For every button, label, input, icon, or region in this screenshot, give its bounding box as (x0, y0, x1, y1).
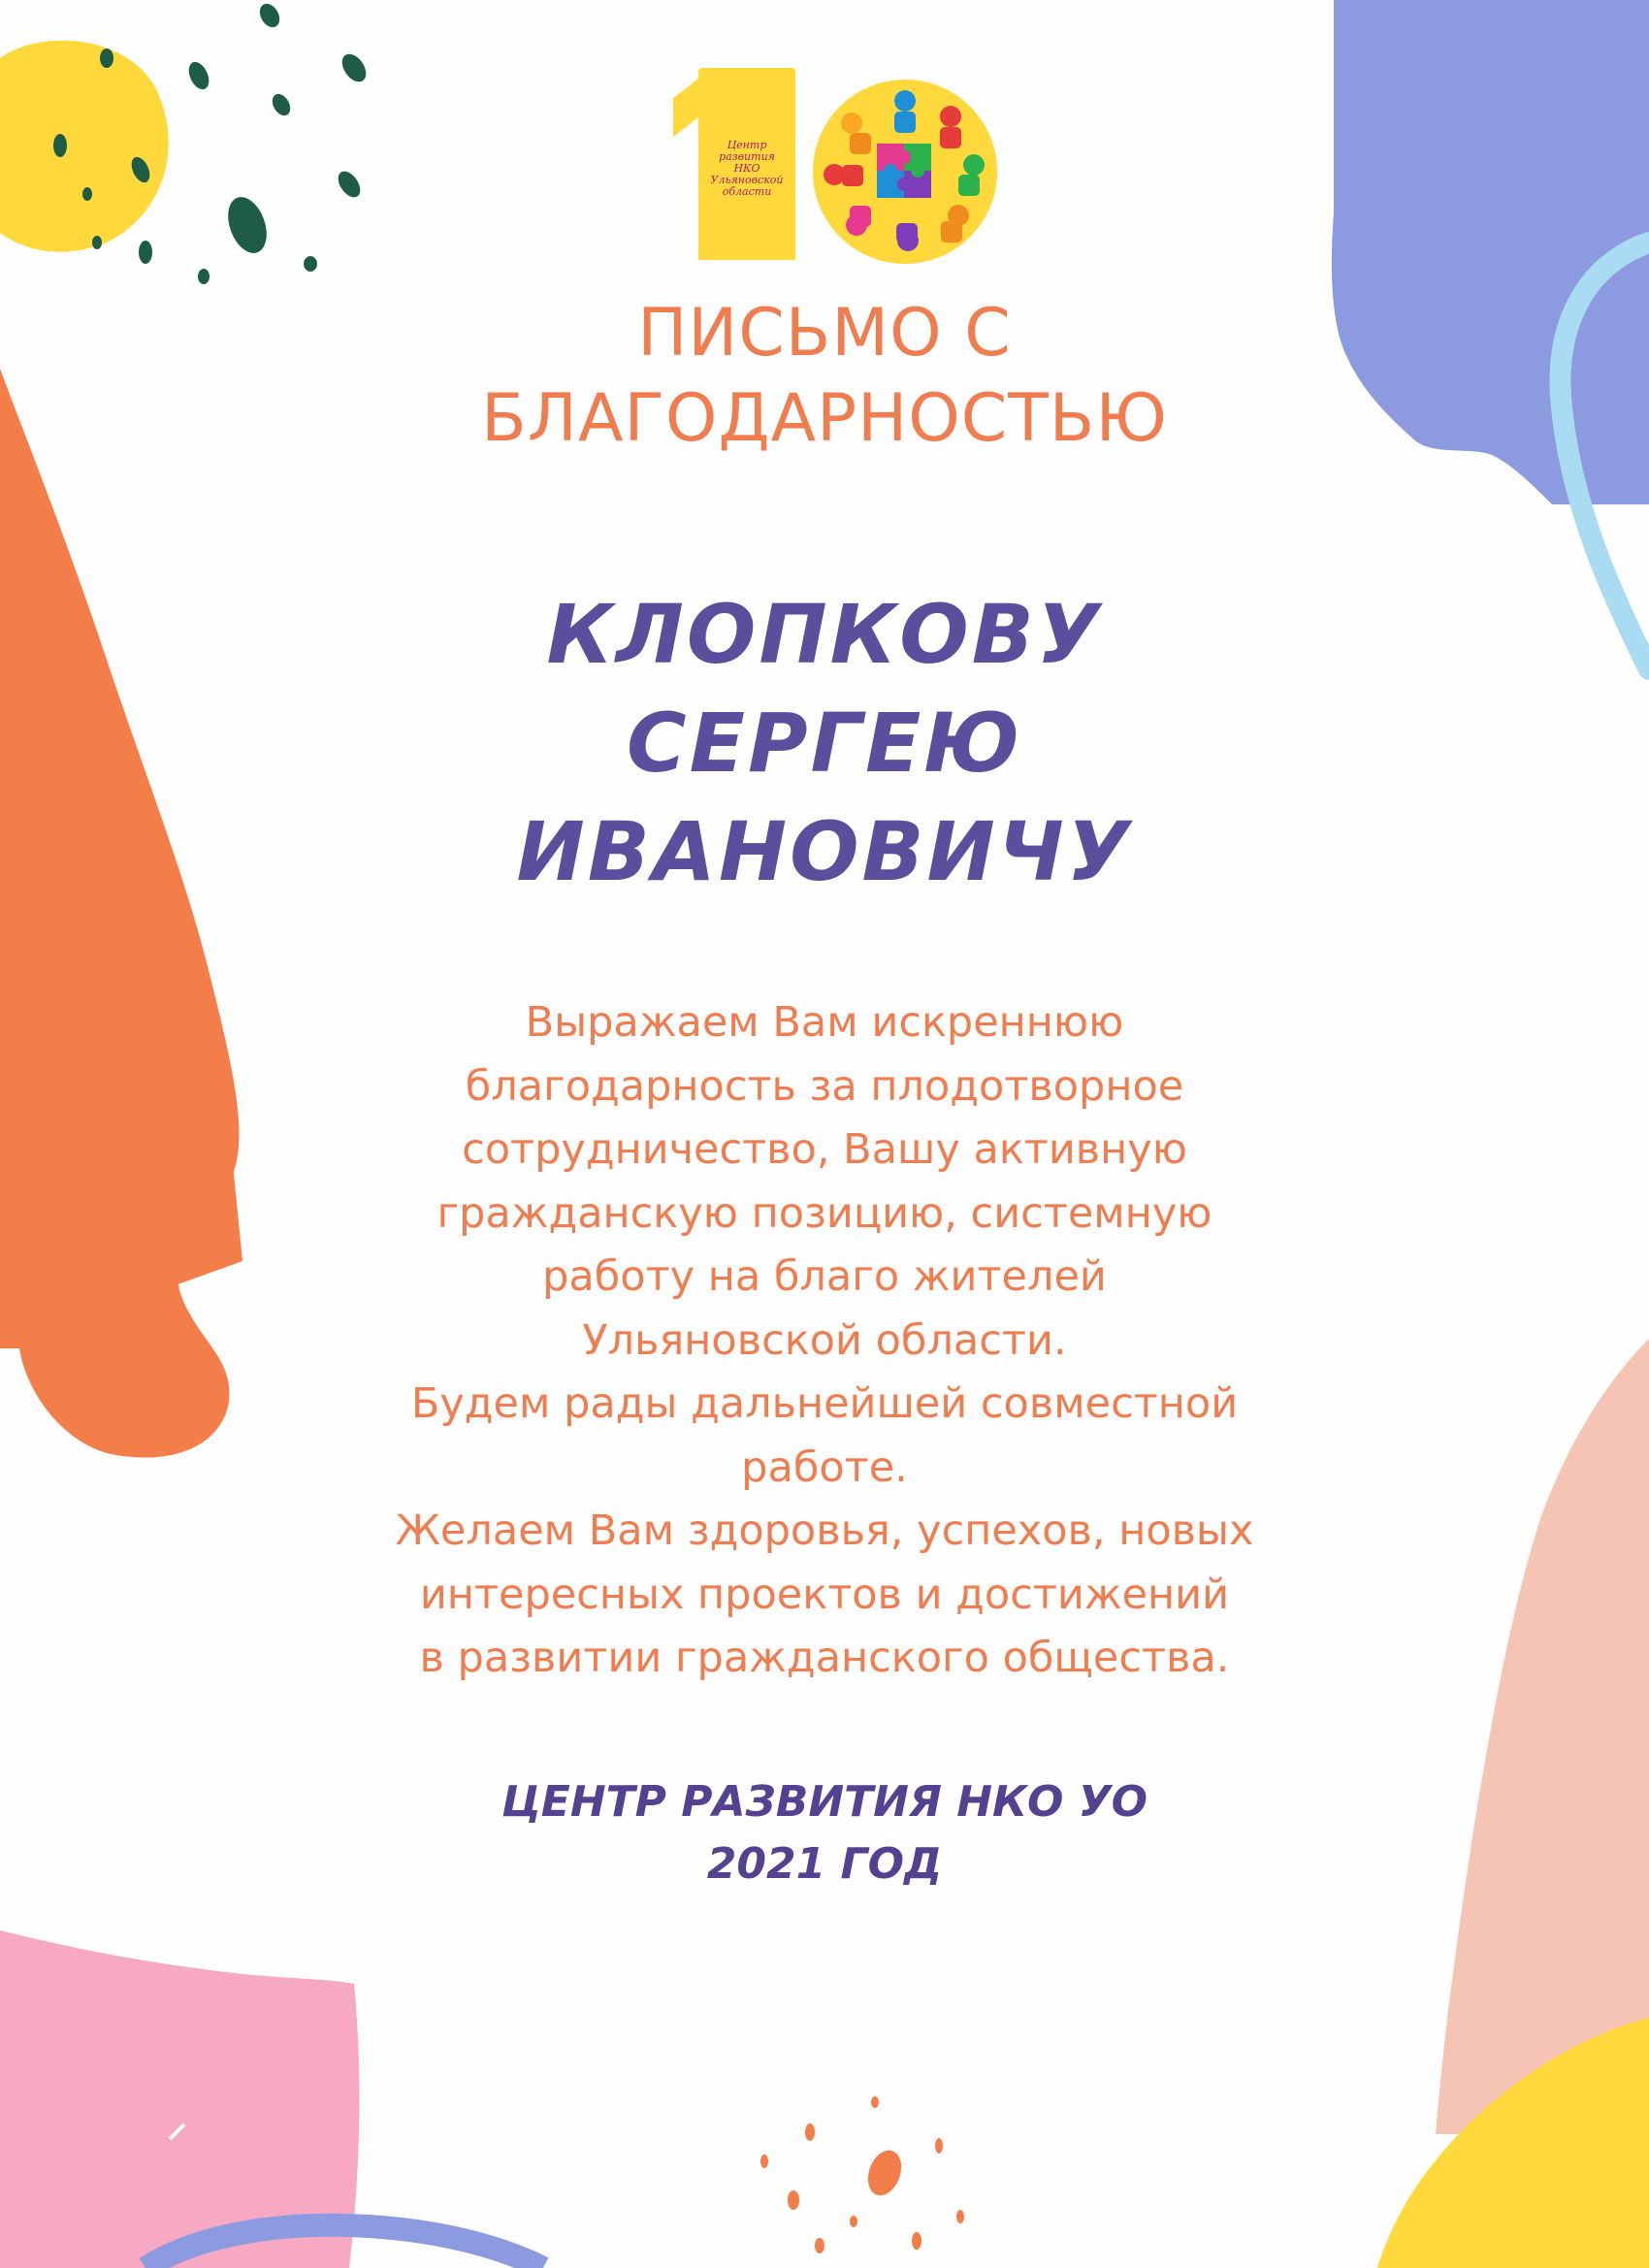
body-line: Желаем Вам здоровья, успехов, новых (395, 1507, 1254, 1555)
peach-stroke-right (1436, 1339, 1649, 2134)
logo-digit-one (698, 68, 795, 260)
signature-year: 2021 ГОД (706, 1839, 943, 1889)
periwinkle-block-top-right (1332, 0, 1649, 504)
recipient-patronymic: ИВАНОВИЧУ (516, 804, 1133, 899)
signature-organization: ЦЕНТР РАЗВИТИЯ НКО УО (501, 1777, 1148, 1827)
signature-block (388, 1771, 1261, 1895)
recipient-first-name: СЕРГЕЮ (626, 696, 1023, 791)
body-line: Будем рады дальнейшей совместной (410, 1379, 1239, 1428)
body-line: благодарность за плодотворное (465, 1061, 1184, 1111)
logo-caption: Центр развития НКО Ульяновской области (710, 139, 784, 198)
body-line: Ульяновской области. (582, 1315, 1067, 1365)
organization-logo (698, 68, 1009, 262)
letter-title (291, 291, 1358, 462)
yellow-blob-top-left (0, 41, 169, 252)
title-line-1: ПИСЬМО С (637, 295, 1012, 372)
recipient-name (291, 580, 1358, 906)
letter-body (320, 991, 1329, 1691)
orange-dots-bottom (760, 2096, 964, 2253)
body-line: интересных проектов и достижений (419, 1570, 1230, 1619)
title-line-2: БЛАГОДАРНОСТЬЮ (481, 380, 1168, 457)
recipient-surname: КЛОПКОВУ (546, 587, 1103, 682)
body-line: Выражаем Вам искреннюю (525, 998, 1124, 1047)
body-line: работе. (741, 1442, 908, 1492)
logo-digit-zero (813, 80, 997, 264)
body-line: сотрудничество, Вашу активную (462, 1125, 1187, 1174)
puzzle-people-icon (813, 80, 997, 264)
body-line: гражданскую позицию, системную (436, 1188, 1212, 1238)
body-line: в развитии гражданского общества. (419, 1634, 1230, 1682)
body-line: работу на благо жителей (542, 1252, 1107, 1301)
